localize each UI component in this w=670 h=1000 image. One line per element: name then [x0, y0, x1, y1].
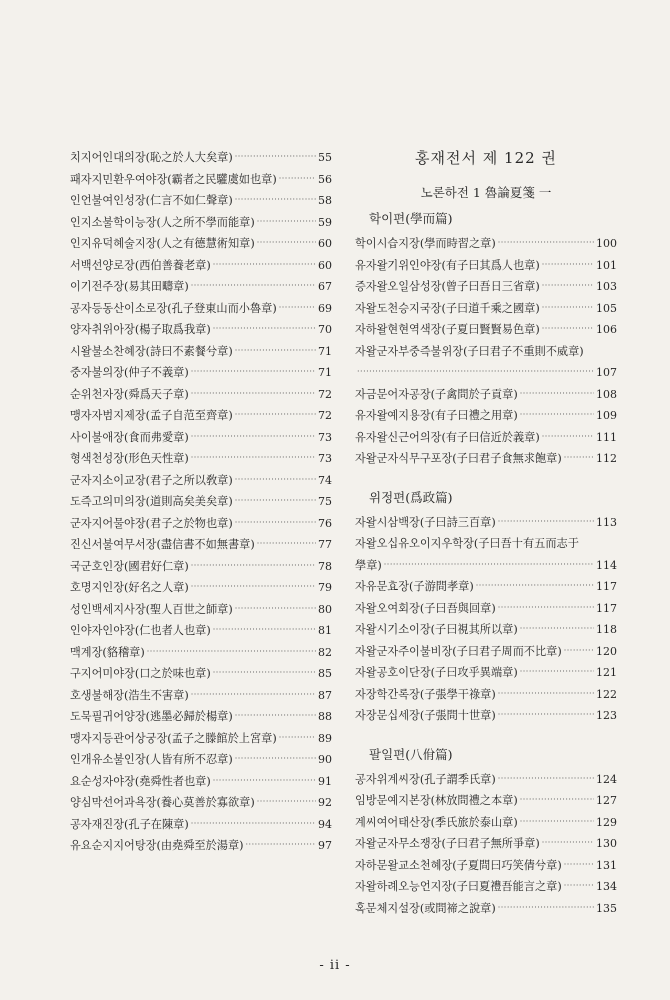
toc-entry-page: 79 [318, 581, 332, 594]
toc-entry-title: 구지어미야장(口之於味也章) [70, 667, 211, 680]
toc-entry-page: 58 [318, 194, 332, 207]
leader-dots [191, 814, 316, 836]
toc-entry-page: 85 [318, 667, 332, 680]
toc-entry [355, 255, 617, 277]
toc-entry [70, 276, 332, 298]
toc-entry-title: 자장학간록장(子張學干祿章) [355, 687, 496, 701]
toc-entry-title: 서백선양로장(西伯善養老章) [70, 258, 211, 272]
toc-entry [355, 833, 617, 855]
toc-entry [70, 298, 332, 320]
toc-entry [355, 341, 617, 363]
toc-entry [355, 233, 617, 255]
toc-entry [355, 576, 617, 598]
toc-entry-title: 순위천자장(舜爲天子章) [70, 387, 189, 401]
toc-entry-title: 치지어인대의장(恥之於人大矣章) [70, 151, 233, 164]
toc-entry-page: 89 [318, 731, 332, 745]
leader-dots [257, 212, 316, 234]
section-heading: 팔일편(八佾篇) [369, 746, 453, 762]
leader-dots [235, 749, 316, 771]
leader-dots [235, 405, 316, 427]
leader-dots [542, 427, 594, 449]
toc-entry-page: 112 [596, 452, 617, 465]
toc-entry-title: 계씨여어태산장(季氏旅於泰山章) [355, 815, 518, 829]
toc-entry [355, 319, 617, 341]
toc-entry-page: 81 [318, 624, 332, 637]
toc-entry [70, 556, 332, 578]
volume-subtitle: 노론하전 1 魯論夏箋 一 [420, 185, 552, 200]
toc-entry-title: 맥계장(貉稽章) [70, 645, 145, 659]
toc-entry-page: 90 [318, 753, 332, 766]
leader-dots [235, 470, 316, 492]
toc-entry [355, 705, 617, 727]
toc-entry-page: 124 [596, 772, 617, 786]
toc-entry-title: 호생불해장(浩生不害章) [70, 688, 189, 702]
toc-entry-title: 도묵필귀어양장(逃墨必歸於楊章) [70, 710, 233, 723]
toc-entry-page: 73 [318, 452, 332, 465]
leader-dots [542, 276, 594, 298]
leader-dots [564, 855, 594, 877]
toc-entry-page: 135 [596, 901, 617, 915]
toc-entry-page: 94 [318, 817, 332, 831]
page-number-footer: - ii - [319, 958, 351, 973]
toc-entry-title: 임방문예지본장(林放問禮之本章) [355, 794, 518, 807]
volume-title: 홍재전서 제 122 권 [415, 149, 557, 167]
toc-entry [70, 577, 332, 599]
toc-entry [70, 771, 332, 793]
leader-dots [191, 556, 316, 578]
toc-entry-page: 67 [318, 280, 332, 293]
toc-entry-page: 117 [596, 601, 617, 615]
leader-dots [191, 276, 316, 298]
leader-dots [279, 728, 316, 750]
toc-entry [355, 448, 617, 470]
toc-entry-page: 71 [318, 344, 332, 358]
toc-entry-page: 74 [318, 473, 332, 487]
toc-entry [355, 812, 617, 834]
leader-dots [384, 555, 594, 577]
leader-dots [279, 169, 316, 191]
toc-entry-page: 78 [318, 559, 332, 573]
toc-entry-title: 자하왈현현역색장(子夏曰賢賢易色章) [355, 323, 540, 336]
toc-entry-title: 유자왈예지용장(有子曰禮之用章) [355, 409, 518, 422]
leader-dots [213, 319, 316, 341]
toc-entry-page: 59 [318, 215, 332, 229]
leader-dots [520, 405, 594, 427]
toc-entry-title: 인야자인야장(仁也者人也章) [70, 624, 211, 637]
toc-entry [70, 448, 332, 470]
toc-entry [70, 362, 332, 384]
leader-dots [213, 663, 316, 685]
toc-entry [355, 512, 617, 534]
toc-entry [70, 792, 332, 814]
leader-dots [542, 255, 594, 277]
leader-dots [542, 298, 594, 320]
toc-entry-page: 60 [318, 258, 332, 272]
section-heading: 학이편(學而篇) [369, 211, 453, 226]
leader-dots [235, 513, 316, 535]
toc-entry-page: 87 [318, 688, 332, 702]
toc-entry [355, 898, 617, 920]
toc-entry [70, 728, 332, 750]
toc-entry-page: 91 [318, 774, 332, 788]
toc-entry-title: 인개유소불인장(人皆有所不忍章) [70, 753, 233, 766]
toc-entry [70, 620, 332, 642]
leader-dots [520, 619, 594, 641]
toc-entry [70, 190, 332, 212]
toc-entry-page: 117 [596, 580, 617, 593]
toc-entry-title: 자왈군자식무구포장(子曰君子食無求飽章) [355, 452, 562, 465]
toc-entry [70, 169, 332, 191]
leader-dots [498, 598, 594, 620]
toc-entry-page: 76 [318, 516, 332, 530]
toc-entry-title: 양심막선어과욕장(養心莫善於寡欲章) [70, 796, 255, 809]
leader-dots [498, 769, 594, 791]
right-toc-column [355, 205, 617, 919]
toc-entry [355, 662, 617, 684]
toc-entry [355, 298, 617, 320]
toc-entry-title: 인지유덕혜술지장(人之有德慧術知章) [70, 237, 255, 250]
toc-entry-title: 자왈공호이단장(子曰攻乎異端章) [355, 666, 518, 679]
toc-entry-page: 73 [318, 430, 332, 444]
toc-entry-title: 증자왈오일삼성장(曾子曰吾日三省章) [355, 280, 540, 293]
toc-entry [355, 619, 617, 641]
toc-entry [355, 384, 617, 406]
toc-entry-page: 134 [596, 880, 617, 893]
toc-entry [70, 706, 332, 728]
left-toc-column [70, 147, 332, 857]
toc-entry [70, 642, 332, 664]
toc-entry-page: 60 [318, 237, 332, 250]
toc-entry-page: 111 [596, 430, 617, 444]
toc-entry-title: 인지소불학이능장(人之所不學而能章) [70, 215, 255, 229]
toc-entry-title: 유자왈기위인야장(有子曰其爲人也章) [355, 258, 540, 272]
toc-entry-title: 군자지어물야장(君子之於物也章) [70, 516, 233, 530]
toc-entry-title: 자왈시기소이장(子曰視其所以章) [355, 623, 518, 636]
toc-entry-page: 88 [318, 710, 332, 723]
leader-dots [191, 577, 316, 599]
toc-entry-page: 108 [596, 387, 617, 401]
leader-dots [476, 576, 594, 598]
toc-entry-title: 자장문십세장(子張問十世章) [355, 709, 496, 722]
toc-entry-title: 요순성자야장(堯舜性者也章) [70, 774, 211, 788]
toc-entry [70, 685, 332, 707]
toc-entry [70, 491, 332, 513]
section-gap [355, 727, 617, 741]
toc-entry-title: 성인백세지사장(聖人百世之師章) [70, 602, 233, 616]
toc-entry-title: 형색천성장(形色天性章) [70, 452, 189, 465]
leader-dots [357, 362, 594, 384]
leader-dots [235, 491, 316, 513]
toc-entry [70, 663, 332, 685]
toc-entry-page: 55 [318, 151, 332, 164]
toc-entry-page: 122 [596, 687, 617, 701]
toc-entry [355, 790, 617, 812]
toc-entry [70, 599, 332, 621]
leader-dots [213, 771, 316, 793]
toc-entry-title: 군자지소이교장(君子之所以敎章) [70, 473, 233, 487]
toc-entry [355, 684, 617, 706]
leader-dots [257, 233, 316, 255]
toc-entry [70, 405, 332, 427]
toc-entry-page: 114 [596, 558, 617, 572]
leader-dots [542, 319, 594, 341]
toc-entry-page: 121 [596, 666, 617, 679]
toc-entry [70, 233, 332, 255]
toc-entry [70, 384, 332, 406]
toc-entry-page: 72 [318, 409, 332, 422]
toc-entry-page: 70 [318, 323, 332, 336]
toc-entry-page: 92 [318, 796, 332, 809]
toc-entry [70, 341, 332, 363]
toc-entry [70, 255, 332, 277]
toc-entry-title: 공자위계씨장(孔子謂季氏章) [355, 772, 496, 786]
toc-entry-title: 시왈불소찬혜장(詩曰不素餐兮章) [70, 344, 233, 358]
toc-entry [355, 876, 617, 898]
leader-dots [498, 512, 594, 534]
toc-entry [355, 855, 617, 877]
toc-entry [70, 835, 332, 857]
toc-entry [70, 534, 332, 556]
toc-entry-continuation [355, 362, 617, 384]
toc-entry-page: 69 [318, 301, 332, 315]
leader-dots [498, 898, 594, 920]
toc-entry [355, 598, 617, 620]
toc-entry [70, 513, 332, 535]
toc-entry-page: 123 [596, 709, 617, 722]
toc-entry-title: 혹문체지설장(或問禘之說章) [355, 901, 496, 915]
leader-dots [498, 233, 594, 255]
toc-entry-title: 패자지민환우여야장(霸者之民驩虞如也章) [70, 172, 277, 186]
toc-entry-title: 중자불의장(仲子不義章) [70, 366, 189, 379]
toc-entry [70, 319, 332, 341]
toc-entry [355, 769, 617, 791]
toc-entry [70, 147, 332, 169]
toc-entry-page: 56 [318, 172, 332, 186]
toc-entry-page: 72 [318, 387, 332, 401]
toc-entry-title: 자왈군자주이불비장(子曰君子周而不比章) [355, 644, 562, 658]
toc-entry-page: 77 [318, 538, 332, 551]
toc-entry-page: 129 [596, 815, 617, 829]
toc-entry-page: 82 [318, 645, 332, 659]
toc-entry-title: 자금문어자공장(子禽問於子貢章) [355, 387, 518, 401]
leader-dots [191, 362, 316, 384]
leader-dots [564, 448, 594, 470]
toc-entry-title: 자왈오여회장(子曰吾與回章) [355, 601, 496, 615]
leader-dots [235, 190, 316, 212]
toc-entry [355, 533, 617, 555]
toc-entry-title: 자유문효장(子游問孝章) [355, 580, 474, 593]
toc-entry [70, 212, 332, 234]
toc-entry-page: 80 [318, 602, 332, 616]
toc-entry-title: 자왈군자부중즉불위장(子曰君子不重則不威章) [355, 344, 584, 358]
toc-entry [355, 405, 617, 427]
toc-entry-title: 양자취위아장(楊子取爲我章) [70, 323, 211, 336]
toc-entry [70, 814, 332, 836]
toc-entry-title: 공자재진장(孔子在陳章) [70, 817, 189, 831]
toc-entry-page: 101 [596, 258, 617, 272]
toc-entry-title: 자왈군자무소쟁장(子曰君子無所爭章) [355, 837, 540, 850]
leader-dots [564, 876, 594, 898]
toc-entry-title: 유요순지지어탕장(由堯舜至於湯章) [70, 839, 244, 852]
toc-entry [355, 427, 617, 449]
toc-entry-page: 103 [596, 280, 617, 293]
toc-entry-title: 공자등동산이소로장(孔子登東山而小魯章) [70, 301, 277, 315]
leader-dots [564, 641, 594, 663]
toc-entry-continuation [355, 555, 617, 577]
leader-dots [191, 685, 316, 707]
section-gap [355, 470, 617, 484]
toc-entry-page: 118 [596, 623, 617, 636]
toc-entry-title: 학이시습지장(學而時習之章) [355, 237, 496, 250]
toc-entry-page: 127 [596, 794, 617, 807]
toc-entry-page: 75 [318, 495, 332, 508]
toc-entry-title: 호명지인장(好名之人章) [70, 581, 189, 594]
leader-dots [213, 620, 316, 642]
toc-entry-title: 진신서불여무서장(盡信書不如無書章) [70, 538, 255, 551]
toc-entry-title: 자왈도천승지국장(子曰道千乘之國章) [355, 301, 540, 315]
toc-entry-title: 자왈시삼백장(子曰詩三百章) [355, 515, 496, 529]
leader-dots [542, 833, 594, 855]
leader-dots [191, 384, 316, 406]
toc-entry-title: 자하문왈교소천혜장(子夏問曰巧笑倩兮章) [355, 858, 562, 872]
toc-entry-title: 자왈오십유오이지우학장(子曰吾十有五而志于 [355, 537, 579, 550]
toc-entry-page: 113 [596, 515, 617, 529]
toc-entry-page: 106 [596, 323, 617, 336]
leader-dots [520, 790, 594, 812]
toc-entry [70, 427, 332, 449]
toc-entry-title: 국군호인장(國君好仁章) [70, 559, 189, 573]
leader-dots [213, 255, 316, 277]
leader-dots [498, 705, 594, 727]
leader-dots [235, 706, 316, 728]
leader-dots [498, 684, 594, 706]
leader-dots [520, 384, 594, 406]
toc-entry-title: 도즉고의미의장(道則高矣美矣章) [70, 495, 233, 508]
leader-dots [235, 147, 316, 169]
toc-entry-page: 71 [318, 366, 332, 379]
toc-entry-title: 사이불애장(食而弗愛章) [70, 430, 189, 444]
toc-entry [355, 641, 617, 663]
leader-dots [147, 642, 316, 664]
toc-entry-page: 109 [596, 409, 617, 422]
toc-entry-page: 97 [318, 839, 332, 852]
leader-dots [257, 534, 316, 556]
leader-dots [520, 812, 594, 834]
toc-entry-title: 이기전주장(易其田疇章) [70, 280, 189, 293]
section-heading: 위정편(爲政篇) [369, 489, 453, 505]
leader-dots [191, 448, 316, 470]
toc-entry-page: 105 [596, 301, 617, 315]
toc-entry-title: 맹자지등관어상궁장(孟子之滕館於上宮章) [70, 731, 277, 745]
leader-dots [257, 792, 316, 814]
toc-entry-page: 130 [596, 837, 617, 850]
toc-entry-page: 131 [596, 858, 617, 872]
toc-entry-page: 120 [596, 644, 617, 658]
leader-dots [246, 835, 317, 857]
toc-entry-title: 자왈하례오능언지장(子曰夏禮吾能言之章) [355, 880, 562, 893]
leader-dots [520, 662, 594, 684]
toc-entry [70, 749, 332, 771]
toc-entry-title-continuation: 學章) [355, 558, 382, 572]
toc-entry-page: 100 [596, 237, 617, 250]
toc-entry-title: 인언불여인성장(仁言不如仁聲章) [70, 194, 233, 207]
leader-dots [191, 427, 316, 449]
leader-dots [235, 599, 316, 621]
leader-dots [235, 341, 316, 363]
toc-entry [70, 470, 332, 492]
leader-dots [279, 298, 316, 320]
toc-entry-page: 107 [596, 366, 617, 379]
toc-entry-title: 유자왈신근어의장(有子曰信近於義章) [355, 430, 540, 444]
toc-entry [355, 276, 617, 298]
toc-entry-title: 맹자자범지제장(孟子自范至齊章) [70, 409, 233, 422]
